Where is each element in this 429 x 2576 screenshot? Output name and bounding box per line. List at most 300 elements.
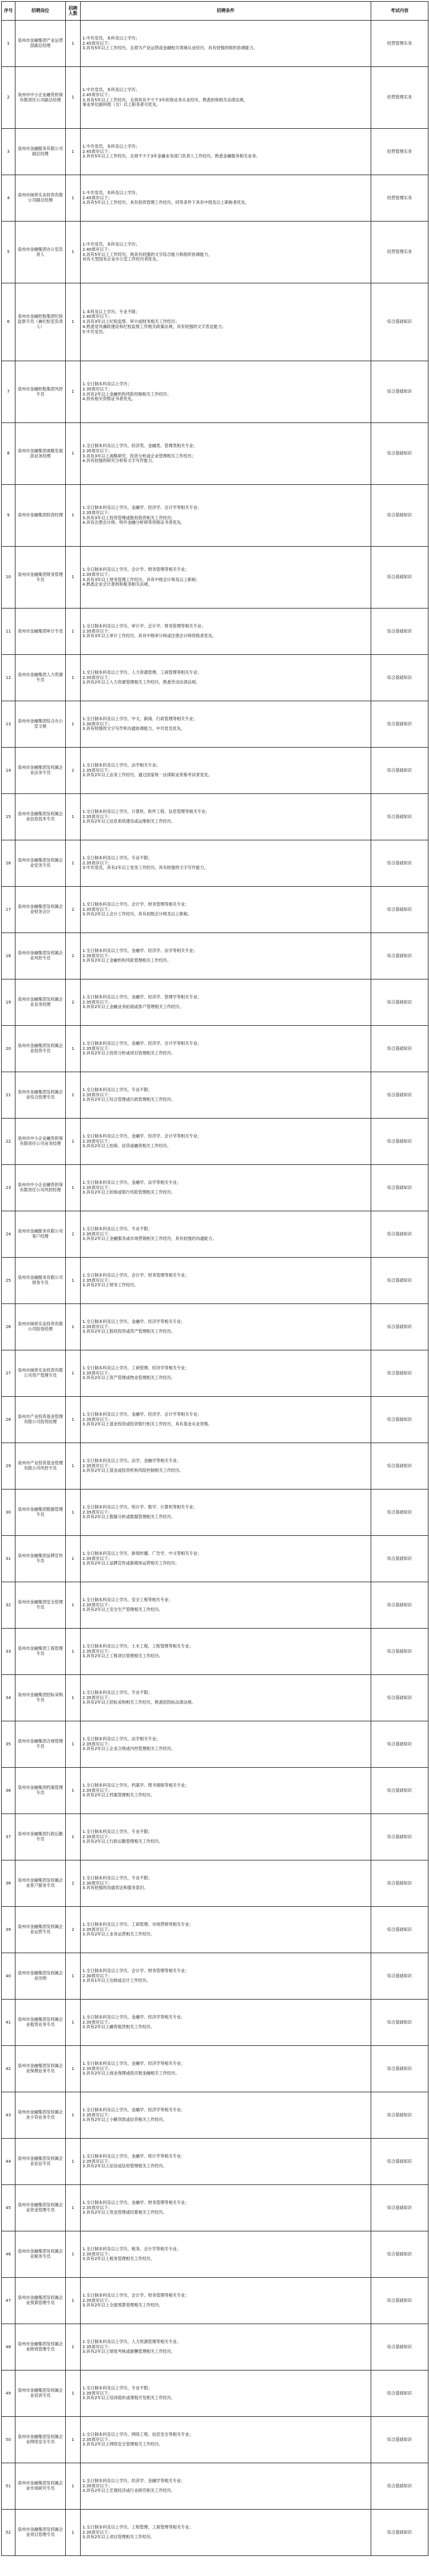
row-exam: 综合基础知识: [371, 1490, 428, 1536]
row-seq: 47: [2, 2278, 15, 2324]
row-post: 泉州市金融控股集团纪检监察专员（兼纪检室负责人）: [15, 283, 66, 361]
row-exam: 综合基础知识: [371, 1814, 428, 1860]
table-row: [2, 1397, 428, 1443]
condition-line: 2.35周岁以下；: [82, 953, 112, 958]
table-row: [2, 794, 428, 840]
condition-line: 3.具有2年以上金融机构风险管理相关工作经历。: [82, 958, 172, 963]
table-row: [2, 887, 428, 933]
condition-line: 3.中共党员，具有2年以上党务工作经历，具有较强的文字写作能力。: [82, 865, 208, 871]
row-post: 泉州市金融集团及权属企业财务会计: [15, 887, 66, 933]
condition-line: 2.35周岁以下；: [82, 860, 112, 866]
row-exam: 综合基础知识: [371, 1675, 428, 1721]
row-count: 1: [66, 2185, 81, 2231]
row-post: 泉州市金融集团办公室负责人: [15, 222, 66, 283]
row-exam: 综合基础知识: [371, 933, 428, 979]
table-row: [2, 1907, 428, 1953]
row-exam: 综合基础知识: [371, 1721, 428, 1768]
table-row: [2, 547, 428, 609]
row-seq: 7: [2, 361, 15, 423]
condition-line: 2.35周岁以下；: [82, 1138, 112, 1144]
row-seq: 2: [2, 67, 15, 129]
condition-line: 2.35周岁以下；: [82, 2297, 112, 2303]
row-exam: 经营管理实务: [371, 21, 428, 67]
condition-line: 1.全日制本科及以上学历，金融学、经济学、法学等相关专业；: [82, 947, 197, 953]
row-post: 泉州市金融集团及权属企业信息技术专员: [15, 794, 66, 840]
row-conditions: [81, 222, 371, 283]
row-post: 泉州市金融集团战略发展部业务经理: [15, 423, 66, 485]
row-post: 泉州市金融集团财务管理专员: [15, 547, 66, 609]
condition-line: 2.35周岁以下；: [82, 1370, 112, 1376]
row-count: 1: [66, 1026, 81, 1072]
row-exam: 综合基础知识: [371, 1258, 428, 1304]
row-seq: 10: [2, 547, 15, 609]
table-row: [2, 1953, 428, 2000]
condition-line: 2.45周岁以下；: [82, 40, 112, 46]
table-row: [2, 2463, 428, 2510]
condition-line: 3.具有2年以上行政后勤管理相关工作经历。: [82, 1839, 163, 1844]
row-exam: 综合基础知识: [371, 1119, 428, 1165]
row-count: 1: [66, 794, 81, 840]
condition-line: 1.全日制本科及以上学历，人力资源管理等相关专业；: [82, 2338, 181, 2344]
table-row: [2, 129, 428, 175]
row-post: 泉州市金融集团品牌宣传专员: [15, 1536, 66, 1582]
condition-line: 3.具有3年以上投资管理或股权投资相关工作经历；: [82, 515, 176, 520]
row-count: 1: [66, 1814, 81, 1860]
condition-line: 3.具有3年以上审计工作经历，具有中级审计师或注册会计师资格者优先。: [82, 633, 217, 639]
row-exam: 综合基础知识: [371, 794, 428, 840]
row-seq: 23: [2, 1165, 15, 1211]
condition-line: 1.全日制本科及以上学历，工程管理、工商管理等相关专业；: [82, 2524, 193, 2530]
row-seq: 31: [2, 1536, 15, 1582]
row-seq: 27: [2, 1350, 15, 1397]
row-post: 泉州市产业投资基金管理有限公司投资经理: [15, 1397, 66, 1443]
row-seq: 39: [2, 1907, 15, 1953]
row-conditions: [81, 1165, 371, 1211]
row-count: 2: [66, 887, 81, 933]
condition-line: 1.全日制本科及以上学历，会计学、财务管理等相关专业；: [82, 1272, 189, 1278]
condition-line: 1.全日制本科及以上学历，金融学、统计学等相关专业；: [82, 2153, 185, 2159]
row-count: 1: [66, 701, 81, 748]
condition-line: 3.具有2年以上综合管理或行政管理相关工作经历。: [82, 1097, 176, 1103]
condition-line: 3.具有2年以上企业合规或内控管理相关工作经历。: [82, 1746, 176, 1752]
row-post: 泉州市闽侨实业投资有限公司投资经理: [15, 1304, 66, 1350]
condition-line: 3.具有3年以上战略研究、投资分析或企业管理相关工作经历；: [82, 453, 196, 459]
header-count: 招聘人数: [66, 2, 81, 21]
condition-line: 1.全日制本科及以上学历，法学相关专业；: [82, 762, 161, 768]
row-conditions: [81, 129, 371, 175]
table-row: [2, 1026, 428, 1072]
condition-line: 3.具有2年以上宏观经济或行业研究相关工作经历。: [82, 2488, 176, 2494]
condition-line: 2.35周岁以下；: [82, 1648, 112, 1654]
condition-line: 1.全日制本科及以上学历，金融学、经济学、管理学等相关专业；: [82, 994, 202, 999]
row-conditions: [81, 1907, 371, 1953]
condition-line: 3.具有1年以上出纳或会计工作经历。: [82, 1978, 151, 1984]
row-conditions: [81, 655, 371, 701]
row-exam: 综合基础知识: [371, 1629, 428, 1675]
table-row: [2, 2092, 428, 2139]
condition-line: 3.具有2年以上招标采购相关工作经历，熟悉招投标法律法规。: [82, 1700, 196, 1705]
row-count: 1: [66, 361, 81, 423]
row-conditions: [81, 423, 371, 485]
condition-line: 1.全日制本科及以上学历，金融学、经济学、会计学等相关专业；: [82, 504, 202, 510]
condition-line: 1.中共党员，本科及以上学历；: [82, 189, 140, 195]
table-row: [2, 933, 428, 979]
row-post: 泉州市金融集团及权属企业租赁业务专员: [15, 2000, 66, 2046]
row-conditions: [81, 1582, 371, 1629]
condition-line: 3.具有2年以上融资租赁相关工作经历。: [82, 2024, 155, 2030]
row-conditions: [81, 1953, 371, 2000]
row-post: 泉州市金融集团及权属企业绩效管理专员: [15, 2324, 66, 2370]
row-seq: 22: [2, 1119, 15, 1165]
row-exam: 经营管理实务: [371, 67, 428, 129]
condition-line: 4.持有相关资格证书者优先。: [82, 396, 136, 402]
condition-line: 1.全日制本科及以上学历，审计学、会计学、财务管理等相关专业；: [82, 623, 206, 629]
row-conditions: [81, 1768, 371, 1814]
row-post: 泉州市金融集团及权属企业法务专员: [15, 748, 66, 794]
row-conditions: [81, 840, 371, 887]
row-exam: 综合基础知识: [371, 2046, 428, 2092]
condition-line: 1.全日制本科及以上学历，金融学、经济学、会计学等相关专业；: [82, 1040, 202, 1046]
row-seq: 46: [2, 2231, 15, 2278]
condition-line: 事业单位副科级（含）以上职务者可优先。: [82, 102, 161, 108]
table-row: [2, 1443, 428, 1490]
row-count: 1: [66, 1768, 81, 1814]
row-exam: 综合基础知识: [371, 283, 428, 361]
row-count: 1: [66, 1675, 81, 1721]
row-seq: 5: [2, 222, 15, 283]
row-count: 1: [66, 1072, 81, 1119]
condition-line: 3.具有2年以上财务工作经历。: [82, 1282, 138, 1288]
row-seq: 38: [2, 1860, 15, 1907]
row-exam: 经营管理实务: [371, 175, 428, 222]
row-conditions: [81, 933, 371, 979]
row-count: 1: [66, 1350, 81, 1397]
row-conditions: [81, 2139, 371, 2185]
condition-line: 具有大型国有企业办公室工作经历者优先。: [82, 256, 161, 262]
table-row: [2, 1582, 428, 1629]
row-post: 泉州市金融集团及权属企业运营专员: [15, 1907, 66, 1953]
condition-line: 3.具有2年以上品牌宣传或新媒体运营相关工作经历。: [82, 1560, 180, 1566]
table-row: [2, 1768, 428, 1814]
row-conditions: [81, 2324, 371, 2370]
row-exam: 综合基础知识: [371, 1860, 428, 1907]
row-count: 2: [66, 748, 81, 794]
row-count: 1: [66, 423, 81, 485]
row-count: 1: [66, 2370, 81, 2417]
condition-line: 2.35周岁以下；: [82, 906, 112, 912]
row-seq: 29: [2, 1443, 15, 1490]
row-post: 泉州市金融集团工程管理专员: [15, 1629, 66, 1675]
table-row: [2, 423, 428, 485]
row-exam: 综合基础知识: [371, 748, 428, 794]
row-seq: 18: [2, 933, 15, 979]
row-post: 泉州市金融集团审计专员: [15, 609, 66, 655]
row-conditions: [81, 609, 371, 655]
condition-line: 2.40周岁以下；: [82, 314, 112, 319]
row-post: 泉州市金融集团及权属企业征信专员: [15, 2139, 66, 2185]
row-seq: 26: [2, 1304, 15, 1350]
condition-line: 3.具有2年以上全面预算管理相关工作经历。: [82, 2302, 163, 2308]
condition-line: 2.40周岁以下；: [82, 246, 112, 252]
condition-line: 1.中共党员，本科及以上学历；: [82, 86, 140, 92]
row-conditions: [81, 1304, 371, 1350]
row-seq: 37: [2, 1814, 15, 1860]
row-exam: 综合基础知识: [371, 2000, 428, 2046]
row-conditions: [81, 2092, 371, 2139]
condition-line: 1.全日制本科及以上学历，统计学、数学、计算机等相关专业；: [82, 1504, 197, 1510]
table-row: [2, 2370, 428, 2417]
condition-line: 3.具有3年以上纪检监察、审计或财务相关工作经历；: [82, 319, 180, 325]
condition-line: 3.具有2年以上项目管理相关工作经历。: [82, 2534, 155, 2540]
header-conditions: 招聘条件: [81, 2, 371, 21]
condition-line: 3.具有2年以上档案管理相关工作经历。: [82, 1792, 155, 1798]
condition-line: 3.具有5年以上工作经历，且须具有不少于3年担保业务从业经历，熟悉担保相关法律法规，: [82, 97, 248, 102]
row-conditions: [81, 547, 371, 609]
condition-line: 4.具有注册会计师、特许金融分析师等资格证书者优先。: [82, 520, 185, 526]
row-conditions: [81, 21, 371, 67]
row-post: 泉州市金融集团数据管理专员: [15, 1490, 66, 1536]
row-seq: 52: [2, 2510, 15, 2556]
row-post: 泉州市金融服务有限公司副总经理: [15, 129, 66, 175]
row-post: 泉州市金融集团行政后勤专员: [15, 1814, 66, 1860]
row-seq: 12: [2, 655, 15, 701]
row-count: 1: [66, 175, 81, 222]
table-row: [2, 485, 428, 547]
condition-line: 1.全日制本科及以上学历，金融学、法学等相关专业；: [82, 1179, 181, 1185]
row-seq: 21: [2, 1072, 15, 1119]
table-row: [2, 1165, 428, 1211]
condition-line: 3.具有2年以上工程项目管理相关工作经历。: [82, 1653, 163, 1659]
row-count: 1: [66, 2046, 81, 2092]
row-post: 泉州市金融集团及权属企业市场研究专员: [15, 2463, 66, 2510]
condition-line: 3.具有2年以上股权投资或资产管理相关工作经历。: [82, 1329, 176, 1334]
row-exam: 综合基础知识: [371, 2278, 428, 2324]
row-post: 泉州市闽侨实业投资有限公司副总经理: [15, 175, 66, 222]
row-seq: 50: [2, 2417, 15, 2463]
row-count: 1: [66, 67, 81, 129]
table-row: [2, 2510, 428, 2556]
row-seq: 28: [2, 1397, 15, 1443]
row-post: 泉州市金融集团安全管理专员: [15, 1582, 66, 1629]
row-count: 1: [66, 1397, 81, 1443]
table-body: [2, 21, 428, 2556]
row-conditions: [81, 1814, 371, 1860]
table-row: [2, 21, 428, 67]
row-count: 1: [66, 1582, 81, 1629]
condition-line: 4.具有较强的研究分析和文字写作能力。: [82, 458, 157, 464]
row-exam: 综合基础知识: [371, 1350, 428, 1397]
row-exam: 经营管理实务: [371, 222, 428, 283]
row-seq: 11: [2, 609, 15, 655]
condition-line: 1.全日制本科及以上学历，经济类、金融类、管理类相关专业；: [82, 442, 197, 448]
row-exam: 综合基础知识: [371, 1536, 428, 1582]
row-post: 泉州市中小企业融资担保有限责任公司副总经理: [15, 67, 66, 129]
table-row: [2, 2000, 428, 2046]
row-conditions: [81, 1490, 371, 1536]
condition-line: 2.35周岁以下；: [82, 1926, 112, 1932]
condition-line: 1.全日制本科及以上学历，工商管理、经济学等相关专业；: [82, 1365, 189, 1370]
row-seq: 32: [2, 1582, 15, 1629]
condition-line: 3.具有2年以上基金投资或投资银行相关工作经历，具有基金从业资格。: [82, 1421, 213, 1427]
row-post: 泉州市金融集团产业运营部副总经理: [15, 21, 66, 67]
row-post: 泉州市金融集团及权属企业小贷业务专员: [15, 2092, 66, 2139]
row-seq: 16: [2, 840, 15, 887]
row-post: 泉州市金融集团及权属企业预算管理专员: [15, 2278, 66, 2324]
condition-line: 1.中共党员，本科及以上学历；: [82, 143, 140, 149]
row-exam: 综合基础知识: [371, 1304, 428, 1350]
row-exam: 综合基础知识: [371, 2370, 428, 2417]
condition-line: 1.全日制本科及以上学历，金融学、经济学、会计学等相关专业；: [82, 1133, 202, 1139]
row-count: 1: [66, 547, 81, 609]
row-exam: 综合基础知识: [371, 840, 428, 887]
row-post: 泉州市产业投资基金管理有限公司风控专员: [15, 1443, 66, 1490]
table-row: [2, 1860, 428, 1907]
condition-line: 1.中共党员，本科及以上学历；: [82, 35, 140, 41]
condition-line: 2.35周岁以下；: [82, 1231, 112, 1236]
condition-line: 1.全日制本科及以上学历，新闻传播、广告学、中文等相关专业；: [82, 1550, 202, 1556]
condition-line: 2.35周岁以下；: [82, 2158, 112, 2164]
row-conditions: [81, 1629, 371, 1675]
condition-line: 1.全日制本科及以上学历，金融学、经济学、会计学等相关专业；: [82, 1411, 202, 1417]
row-conditions: [81, 2231, 371, 2278]
condition-line: 2.30周岁以下；: [82, 721, 112, 726]
row-seq: 33: [2, 1629, 15, 1675]
header-post: 招聘岗位: [15, 2, 66, 21]
header-exam: 考试内容: [371, 2, 428, 21]
row-post: 泉州市金融集团及权属企业党务专员: [15, 840, 66, 887]
row-conditions: [81, 887, 371, 933]
condition-line: 3.具有2年以上安全生产管理相关工作经历。: [82, 1607, 163, 1613]
row-conditions: [81, 1536, 371, 1582]
row-seq: 24: [2, 1211, 15, 1258]
table-row: [2, 979, 428, 1026]
condition-line: 1.全日制本科及以上学历，会计学、财务管理等相关专业；: [82, 2292, 189, 2298]
condition-line: 1.全日制本科及以上学历，工商管理、市场营销等相关专业；: [82, 1921, 193, 1927]
row-post: 泉州市闽侨实业投资有限公司资产管理专员: [15, 1350, 66, 1397]
condition-line: 2.35周岁以下；: [82, 1555, 112, 1561]
condition-line: 1.全日制本科及以上学历，经济学、金融学等相关专业；: [82, 2478, 185, 2483]
row-count: 1: [66, 1629, 81, 1675]
row-conditions: [81, 2185, 371, 2231]
condition-line: 2.35周岁以下；: [82, 2436, 112, 2442]
row-count: 1: [66, 655, 81, 701]
row-count: 1: [66, 609, 81, 655]
row-exam: 综合基础知识: [371, 2139, 428, 2185]
row-count: 1: [66, 283, 81, 361]
condition-line: 3.具有较强的文字写作和沟通协调能力，中共党员优先。: [82, 726, 185, 732]
condition-line: 3.具有5年以上工作经历，且须为产业运营或金融相关领域从业经历，具有较强的组织协调能力。: [82, 45, 258, 51]
row-exam: 综合基础知识: [371, 1026, 428, 1072]
row-exam: 综合基础知识: [371, 2417, 428, 2463]
row-count: 1: [66, 2463, 81, 2510]
row-post: 泉州市金融集团招标采购专员: [15, 1675, 66, 1721]
condition-line: 2.35周岁以下；: [82, 813, 112, 819]
row-post: 泉州市金融集团及权属企业培训专员: [15, 2370, 66, 2417]
condition-line: 3.具有2年以上数据分析或数据管理相关工作经历。: [82, 1514, 176, 1520]
row-post: 泉州市金融集团及权属企业客户服务专员: [15, 1860, 66, 1907]
row-count: 1: [66, 1443, 81, 1490]
row-seq: 3: [2, 129, 15, 175]
condition-line: 2.30周岁以下；: [82, 1880, 112, 1886]
condition-line: 2.35周岁以下；: [82, 767, 112, 773]
condition-line: 2.35周岁以下；: [82, 1045, 112, 1051]
table-row: [2, 175, 428, 222]
row-post: 泉州市金融集团及权属企业风控专员: [15, 933, 66, 979]
condition-line: 2.35周岁以下；: [82, 1509, 112, 1515]
row-seq: 36: [2, 1768, 15, 1814]
condition-line: 4.熟悉党风廉政建设和纪检监察工作相关政策法规，具有较强的文字表达能力；: [82, 323, 227, 329]
row-count: 2: [66, 933, 81, 979]
row-seq: 34: [2, 1675, 15, 1721]
table-row: [2, 1721, 428, 1768]
condition-line: 1.全日制本科及以上学历，会计学、财务管理等相关专业；: [82, 1967, 189, 1973]
condition-line: 3.具有2年以上网络安全管理相关工作经历。: [82, 2441, 163, 2447]
table-row: [2, 1119, 428, 1165]
condition-line: 1.全日制本科及以上学历，金融学、经济学等相关专业；: [82, 2014, 185, 2020]
row-conditions: [81, 283, 371, 361]
table-row: [2, 2139, 428, 2185]
row-seq: 17: [2, 887, 15, 933]
row-count: 2: [66, 1211, 81, 1258]
table-row: [2, 701, 428, 748]
condition-line: 3.具有2年以上培训组织或课程开发相关工作经历。: [82, 2395, 176, 2401]
condition-line: 3.具有2年以上金融机构风险控制相关工作经历；: [82, 391, 172, 397]
row-conditions: [81, 2370, 371, 2417]
table-row: [2, 1814, 428, 1860]
row-count: 2: [66, 1860, 81, 1907]
table-row: [2, 2324, 428, 2370]
condition-line: 1.全日制本科及以上学历，安全工程等相关专业；: [82, 1597, 173, 1602]
condition-line: 4.熟悉企业会计准则和税务相关法规。: [82, 582, 152, 587]
condition-line: 2.35周岁以下；: [82, 1092, 112, 1097]
row-conditions: [81, 2278, 371, 2324]
table-row: [2, 1629, 428, 1675]
row-exam: 综合基础知识: [371, 1953, 428, 2000]
row-seq: 44: [2, 2139, 15, 2185]
condition-line: 2.35周岁以下；: [82, 1184, 112, 1190]
condition-line: 1.全日制本科及以上学历，专业不限；: [82, 1086, 152, 1092]
row-conditions: [81, 67, 371, 129]
condition-line: 1.全日制本科及以上学历；: [82, 381, 132, 386]
row-exam: 综合基础知识: [371, 2092, 428, 2139]
table-row: [2, 1211, 428, 1258]
header-seq: 序号: [2, 2, 15, 21]
row-post: 泉州市中小企业融资担保有限责任公司风控经理: [15, 1165, 66, 1211]
condition-line: 3.具有较强的沟通表达和服务意识。: [82, 1885, 148, 1891]
table-row: [2, 748, 428, 794]
row-exam: 综合基础知识: [371, 887, 428, 933]
row-conditions: [81, 1119, 371, 1165]
condition-line: 2.45周岁以下；: [82, 92, 112, 97]
row-post: 泉州市金融集团人力资源专员: [15, 655, 66, 701]
row-exam: 综合基础知识: [371, 2324, 428, 2370]
row-exam: 综合基础知识: [371, 1072, 428, 1119]
condition-line: 1.全日制本科及以上学历，专业不限；: [82, 1875, 152, 1880]
row-exam: 综合基础知识: [371, 2463, 428, 2510]
condition-line: 1.全日制本科及以上学历，专业不限；: [82, 1226, 152, 1231]
row-exam: 综合基础知识: [371, 423, 428, 485]
row-seq: 42: [2, 2046, 15, 2092]
row-exam: 综合基础知识: [371, 1397, 428, 1443]
condition-line: 2.35周岁以下；: [82, 2251, 112, 2257]
row-count: 1: [66, 2417, 81, 2463]
table-row: [2, 1490, 428, 1536]
row-conditions: [81, 1675, 371, 1721]
condition-line: 2.35周岁以下；: [82, 2019, 112, 2025]
row-post: 泉州市金融集团及权属企业保理业务专员: [15, 2046, 66, 2092]
condition-line: 3.具有2年以上投资分析或项目管理相关工作经历。: [82, 1050, 176, 1056]
row-seq: 49: [2, 2370, 15, 2417]
